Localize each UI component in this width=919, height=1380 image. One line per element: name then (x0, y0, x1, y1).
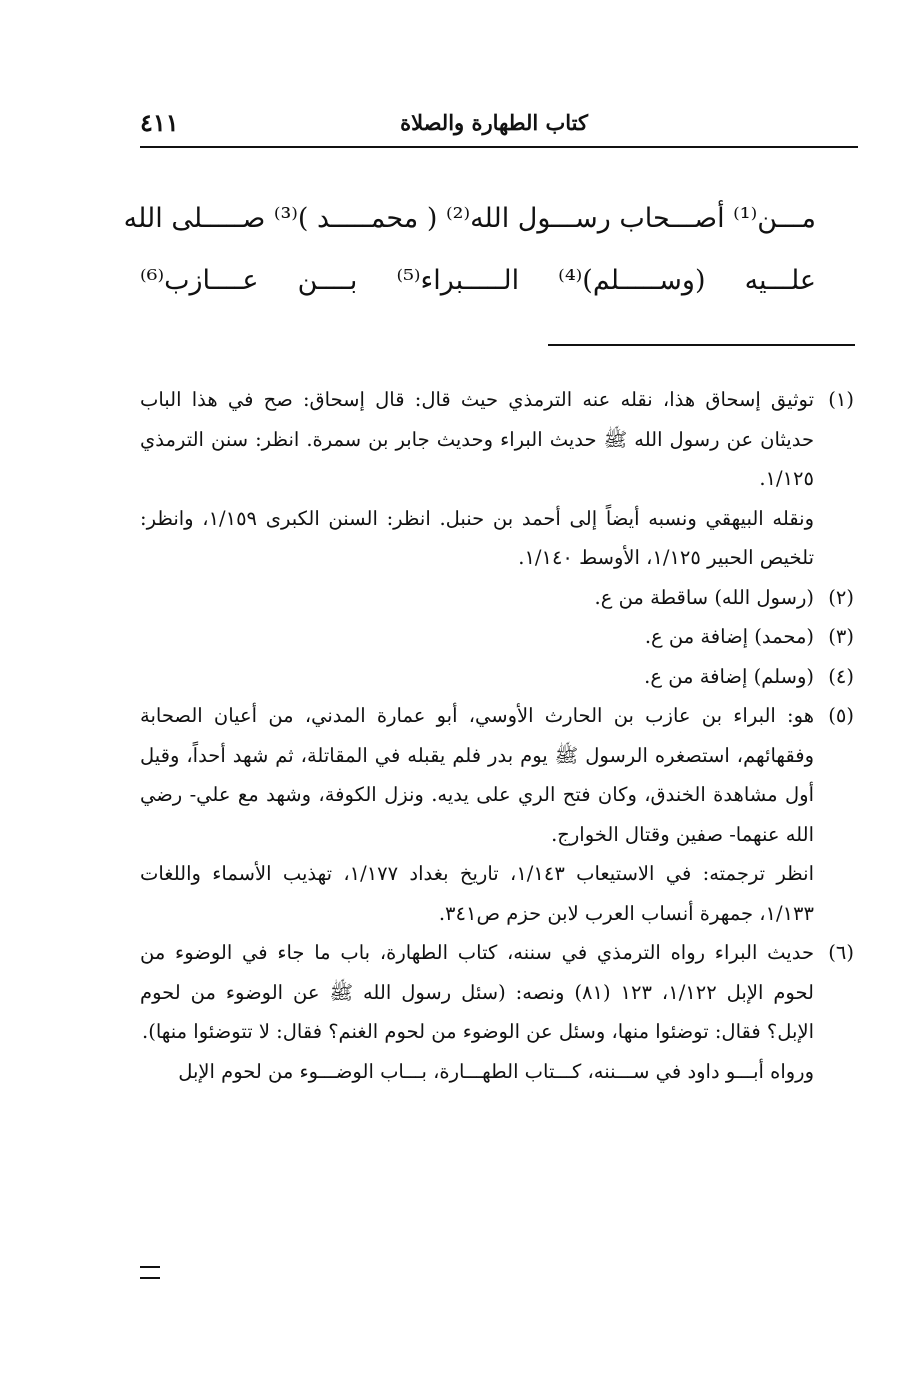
footnote-text: (وسلم) إضافة من ع. (644, 664, 814, 688)
continuation-mark (140, 1266, 160, 1279)
main-text-line: علـــيه (وســـــلم)⁽⁴⁾ الـــــبراء⁽⁵⁾ بــــن عــــازب⁽⁶⁾ (140, 265, 816, 296)
footnote-text: (محمد) إضافة من ع. (644, 625, 814, 648)
footnote-1 (140, 380, 854, 499)
page-header (140, 106, 858, 146)
footnote-5 (140, 696, 854, 854)
header-title: كتاب الطهارة والصلاة (400, 110, 588, 135)
footnote-2 (140, 578, 854, 618)
footnote-text: هو: البراء بن عازب بن الحارث الأوسي، أبو عمارة المدني، من أعيان الصحابة وفقهائهم، استصغره الرسول ﷺ يوم بدر فلم يقبله في المقاتلة، ثم شهد أحداً، وقيل أول مشاهدة الخندق، وكان فتح الري على يديه. ونزل الكوفة، وشهد مع علي- رضي الله عنهما- صفين وقتال الخوارج. (140, 704, 814, 846)
header-rule (140, 146, 858, 148)
page-number: ٤١١ (140, 108, 179, 137)
footnote-5-continuation: انظر ترجمته: في الاستيعاب ١/١٤٣، تاريخ بغداد ١/١٧٧، تهذيب الأسماء واللغات ١/١٣٣، جمهرة أنساب العرب لابن حزم ص٣٤١. (140, 862, 814, 925)
footnote-6 (140, 933, 854, 1052)
footnote-text: (رسول الله) ساقطة من ع. (594, 585, 814, 609)
footnote-number: (٤) (828, 664, 854, 688)
footnote-text: توثيق إسحاق هذا، نقله عنه الترمذي حيث قال: قال إسحاق: صح في هذا الباب حديثان عن رسول الله ﷺ حديث البراء وحديث جابر بن سمرة. انظر: سنن الترمذي ١/١٢٥. (140, 388, 814, 490)
footnote-number: (٦) (828, 941, 854, 964)
footnote-text: حديث البراء رواه الترمذي في سننه، كتاب الطهارة، باب ما جاء في الوضوء من لحوم الإبل ١/١٢٢، ١٢٣ (٨١) ونصه: (سئل رسول الله ﷺ عن الوضوء من لحوم الإبل؟ فقال: توضئوا منها، وسئل عن الوضوء من لحوم الغنم؟ فقال: لا تتوضئوا منها). (140, 941, 814, 1043)
footnote-number: (٥) (828, 704, 854, 727)
footnote-6-continuation: ورواه أبـــو داود في ســـننه، كـــتاب الطهـــارة، بـــاب الوضـــوء من لحوم الإبل (178, 1059, 814, 1083)
footnote-separator (548, 344, 855, 346)
footnote-1-continuation: ونقله البيهقي ونسبه أيضاً إلى أحمد بن حنبل. انظر: السنن الكبرى ١/١٥٩، وانظر: تلخيص الحبير ١/١٢٥، الأوسط ١/١٤٠. (140, 506, 814, 569)
footnote-number: (١) (828, 388, 854, 411)
main-text-line: مـــن⁽¹⁾ أصـــحاب رســـول الله⁽²⁾ ( محمـــــد )⁽³⁾ صـــــلى الله (123, 203, 816, 234)
main-text (123, 188, 816, 312)
footnote-number: (٢) (828, 585, 854, 609)
footnote-3 (140, 617, 854, 657)
footnotes (140, 380, 854, 1091)
footnote-4 (140, 657, 854, 697)
footnote-number: (٣) (828, 625, 854, 648)
